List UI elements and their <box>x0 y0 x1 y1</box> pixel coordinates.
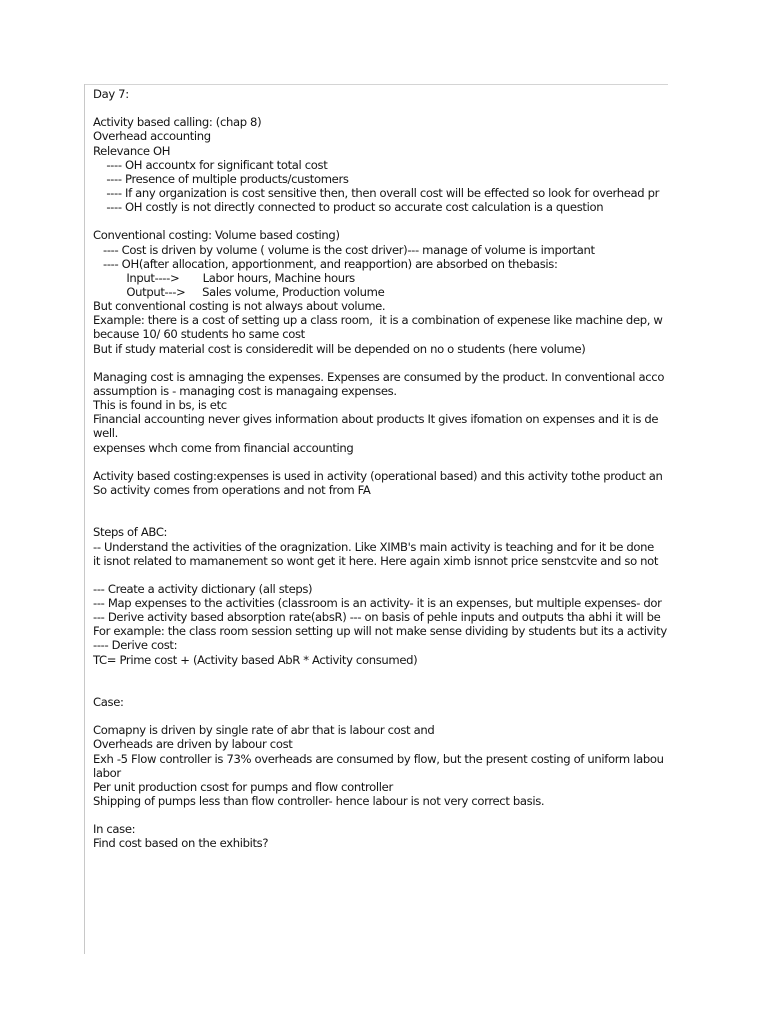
text-line: But conventional costing is not always about volume. <box>93 299 386 314</box>
blank-line <box>93 356 668 370</box>
text-line: ---- If any organization is cost sensitive then, then overall cost will be effected so look for overhead pr <box>93 185 660 200</box>
text-line: Comapny is driven by single rate of abr that is labour cost and <box>93 723 435 738</box>
text-line: For example: the class room session setting up will not make sense dividing by students but its a activity <box>93 624 667 639</box>
blank-line <box>93 667 668 681</box>
text-line: Shipping of pumps less than flow controller- hence labour is not very correct basis. <box>93 794 545 809</box>
text-line: --- Create a activity dictionary (all steps) <box>93 581 313 596</box>
text-line: ---- Cost is driven by volume ( volume is the cost driver)--- manage of volume is important <box>93 242 595 257</box>
text-line: This is found in bs, is etc <box>93 398 227 413</box>
text-line: well. <box>93 426 118 441</box>
text-line: Relevance OH <box>93 143 171 158</box>
text-line: Activity based calling: (chap 8) <box>93 115 262 130</box>
text-line: Activity based costing:expenses is used in activity (operational based) and this activity tothe product an <box>93 468 663 483</box>
text-line: ---- Presence of multiple products/customers <box>93 171 349 186</box>
text-line: assumption is - managing cost is managaing expenses. <box>93 383 397 398</box>
text-line: -- Understand the activities of the oragnization. Like XIMB's main activity is teaching and for it be done <box>93 539 654 554</box>
text-line: Day 7: <box>93 87 129 101</box>
text-line: Managing cost is amnaging the expenses. Expenses are consumed by the product. In conventional acco <box>93 369 665 384</box>
text-line: ---- OH(after allocation, apportionment, and reapportion) are absorbed on thebasis: <box>93 256 558 271</box>
blank-line <box>93 511 668 525</box>
text-line: Input----> Labor hours, Machine hours <box>93 270 355 285</box>
page-top-border <box>84 84 668 85</box>
text-line: Case: <box>93 695 124 710</box>
blank-line <box>93 568 668 582</box>
text-line: ---- Derive cost: <box>93 638 178 653</box>
text-line: because 10/ 60 students ho same cost <box>93 327 305 342</box>
text-line: --- Map expenses to the activities (classroom is an activity- it is an expenses, but multiple expenses- dor <box>93 596 662 611</box>
blank-line <box>93 497 668 511</box>
text-line: In case: <box>93 822 136 837</box>
blank-line <box>93 101 668 115</box>
text-line: So activity comes from operations and not from FA <box>93 482 371 497</box>
blank-line <box>93 681 668 695</box>
text-line: expenses whch come from financial accounting <box>93 440 354 455</box>
text-line: Per unit production csost for pumps and flow controller <box>93 779 393 794</box>
text-line: Financial accounting never gives information about products It gives ifomation on expenses and it is de <box>93 412 659 427</box>
text-line: Overheads are driven by labour cost <box>93 737 293 752</box>
text-line: ---- OH accountx for significant total cost <box>93 157 328 172</box>
text-line: --- Derive activity based absorption rate(absR) --- on basis of pehle inputs and outputs tha abhi it will be <box>93 610 661 625</box>
page-left-border <box>84 84 85 954</box>
notes-text-body <box>93 87 668 957</box>
text-line: labor <box>93 765 121 780</box>
text-line: Overhead accounting <box>93 129 211 144</box>
blank-line <box>93 709 668 723</box>
text-line: Example: there is a cost of setting up a class room, it is a combination of expenese like machine dep, w <box>93 313 663 328</box>
text-line: Conventional costing: Volume based costing) <box>93 228 340 243</box>
text-line: Output---> Sales volume, Production volume <box>93 284 385 299</box>
text-line: ---- OH costly is not directly connected to product so accurate cost calculation is a question <box>93 200 604 215</box>
text-line: Steps of ABC: <box>93 525 168 540</box>
blank-line <box>93 808 668 822</box>
blank-line <box>93 455 668 469</box>
text-line: Exh -5 Flow controller is 73% overheads are consumed by flow, but the present costing of uniform labou <box>93 751 664 766</box>
text-line: TC= Prime cost + (Activity based AbR * Activity consumed) <box>93 652 418 667</box>
text-line: Find cost based on the exhibits? <box>93 836 269 851</box>
text-line: it isnot related to mamanement so wont get it here. Here again ximb isnnot price senstcvite and so not <box>93 553 659 568</box>
blank-line <box>93 214 668 228</box>
text-line: But if study material cost is consideredit will be depended on no o students (here volume) <box>93 341 586 356</box>
